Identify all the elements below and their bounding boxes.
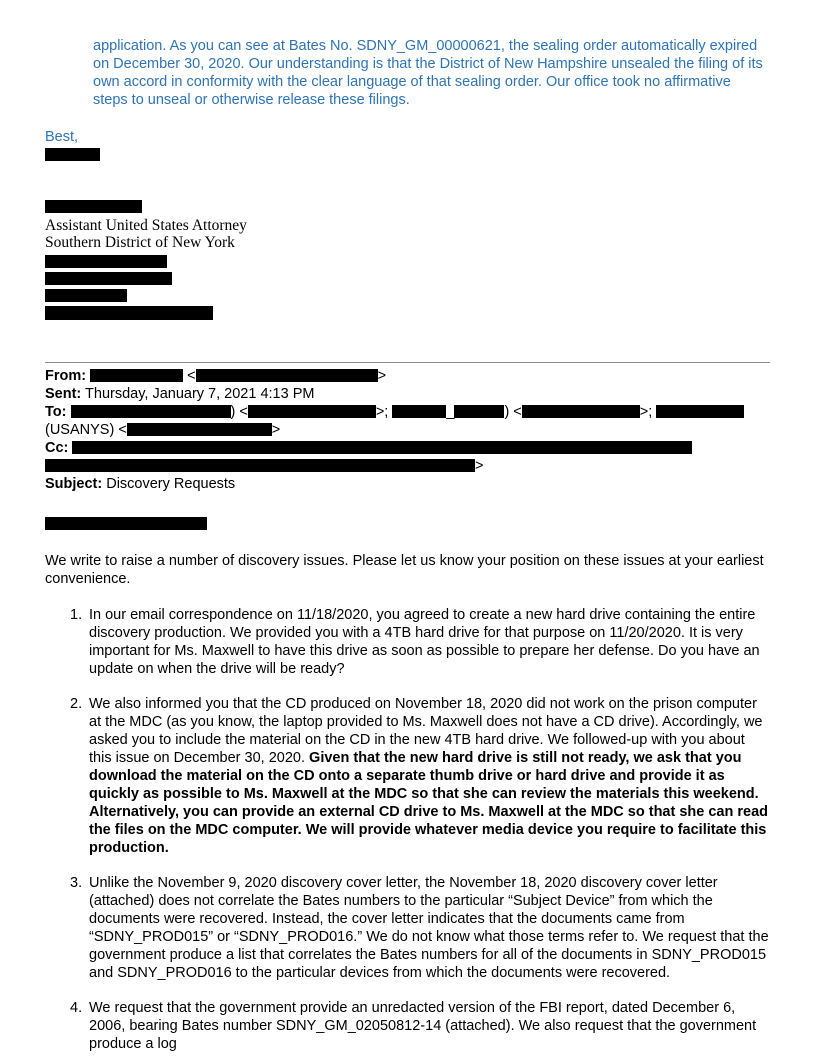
cc-value <box>72 440 692 456</box>
text-segment: We also informed you that the CD produced on November 18, 2020 did not work on the prison computer at the MDC (as you know, the laptop provided to Ms. Maxwell does not have a CD drive). Accordingly, we asked you to include the material on the CD in the new 4TB hard drive. We followed-up with you about this issue on December 30, 2020. <box>89 696 763 766</box>
list-item-4 <box>70 999 770 1053</box>
subject-value: Discovery Requests <box>102 476 236 492</box>
text-segment: > <box>475 458 484 474</box>
greeting-redaction-bar <box>45 517 207 530</box>
list-item-text <box>89 999 770 1053</box>
text-segment: We request that the government provide an unredacted version of the FBI report, dated December 6, 2006, bearing Bates number SDNY_GM_02050812-14 (attached). We also request that the government produce a log <box>89 1000 757 1052</box>
text-segment: Unlike the November 9, 2020 discovery cover letter, the November 18, 2020 discovery cover letter (attached) does not correlate the Bates numbers to the particular “Subject Device” from which the documents were recovered. Instead, the cover letter indicates that the documents came from “SDNY_PROD015” or “SDNY_PROD016.” We do not know what those terms refer to. We request that the government produce a list that correlates the Bates numbers for all of the documents in SDNY_PROD015 and SDNY_PROD016 to the particular devices from which the documents were recovered. <box>89 875 769 981</box>
signature-block <box>45 200 770 320</box>
sent-value: Thursday, January 7, 2021 4:13 PM <box>81 386 315 402</box>
redaction-bar <box>248 405 376 418</box>
redaction-bar <box>45 289 127 302</box>
signature-title: Assistant United States Attorney <box>45 217 247 234</box>
redaction-bar <box>127 423 272 436</box>
text-segment: ) < <box>504 404 522 420</box>
email-header <box>45 367 770 493</box>
closing-text: Best, <box>45 129 79 145</box>
list-item-text <box>89 874 770 982</box>
to-label: To: <box>45 404 67 420</box>
text-segment: >; <box>639 404 657 420</box>
header-sent-line <box>45 385 770 403</box>
header-to-line-2 <box>45 421 770 439</box>
redaction-bar <box>45 459 475 472</box>
list-number: 1. <box>70 607 83 623</box>
text-segment: (USANYS) < <box>45 422 127 438</box>
sent-label: Sent: <box>45 386 82 402</box>
text-segment: ) < <box>230 404 248 420</box>
list-item-text <box>89 695 770 857</box>
text-segment: >; <box>375 404 393 420</box>
header-divider <box>45 362 770 363</box>
header-cc-line <box>45 439 770 457</box>
list-item-2 <box>70 695 770 857</box>
redaction-bar <box>656 405 744 418</box>
signature-office: Southern District of New York <box>45 234 235 251</box>
quoted-reply-paragraph: application. As you can see at Bates No. SDNY_GM_00000621, the sealing order automatically expired on December 30, 2020. Our understanding is that the District of New Hampshire unsealed the filing of its own accord in conformity with the clear language of that sealing order. Our office took no affirmative steps to unseal or otherwise release these filings. <box>93 38 763 108</box>
subject-label: Subject: <box>45 476 103 492</box>
text-segment: > <box>271 422 281 438</box>
header-to-line <box>45 403 770 421</box>
body-intro-paragraph: We write to raise a number of discovery issues. Please let us know your position on these issues at your earliest convenience. <box>45 553 764 587</box>
redaction-bar <box>45 148 100 161</box>
redaction-bar <box>454 405 504 418</box>
list-item-text <box>89 606 770 678</box>
redaction-bar <box>45 272 172 285</box>
to-value-continued <box>45 422 280 438</box>
to-value <box>71 404 745 420</box>
list-item-3 <box>70 874 770 982</box>
text-segment: _ <box>446 404 455 420</box>
list-item-1 <box>70 606 770 678</box>
redaction-bar <box>522 405 640 418</box>
redaction-bar <box>196 369 378 382</box>
redaction-bar <box>45 200 142 213</box>
text-segment: Given that the new hard drive is still not ready, we ask that you download the material on the CD onto a separate thumb drive or hard drive and provide it as quickly as possible to Ms. Maxwell at the MDC so that she can review the materials this weekend. Alternatively, you can provide an external CD drive to Ms. Maxwell at the MDC so that she can read the files on the MDC computer. We will provide whatever media device you require to facilitate this production. <box>89 750 769 856</box>
list-number: 4. <box>70 1000 83 1016</box>
redaction-bar <box>392 405 446 418</box>
from-label: From: <box>45 368 87 384</box>
text-segment: > <box>377 368 387 384</box>
header-cc-line-2 <box>45 457 770 475</box>
redaction-bar <box>45 255 167 268</box>
discovery-request-list <box>45 606 770 1053</box>
list-number: 2. <box>70 696 83 712</box>
redaction-bar <box>90 369 183 382</box>
redaction-bar <box>72 441 692 454</box>
from-value <box>90 368 386 384</box>
text-segment: In our email correspondence on 11/18/2020, you agreed to create a new hard drive containing the entire discovery production. We provided you with a 4TB hard drive for that purpose on 11/20/2020. It is very important for Ms. Maxwell to have this drive as soon as possible to prepare her defense. Do you have an update on when the drive will be ready? <box>89 607 760 677</box>
redaction-bar <box>71 405 231 418</box>
cc-value-continued <box>45 458 483 474</box>
list-number: 3. <box>70 875 83 891</box>
text-segment: < <box>183 368 196 384</box>
header-from-line <box>45 367 770 385</box>
header-subject-line <box>45 475 770 493</box>
redaction-bar <box>45 306 213 320</box>
cc-label: Cc: <box>45 440 69 456</box>
